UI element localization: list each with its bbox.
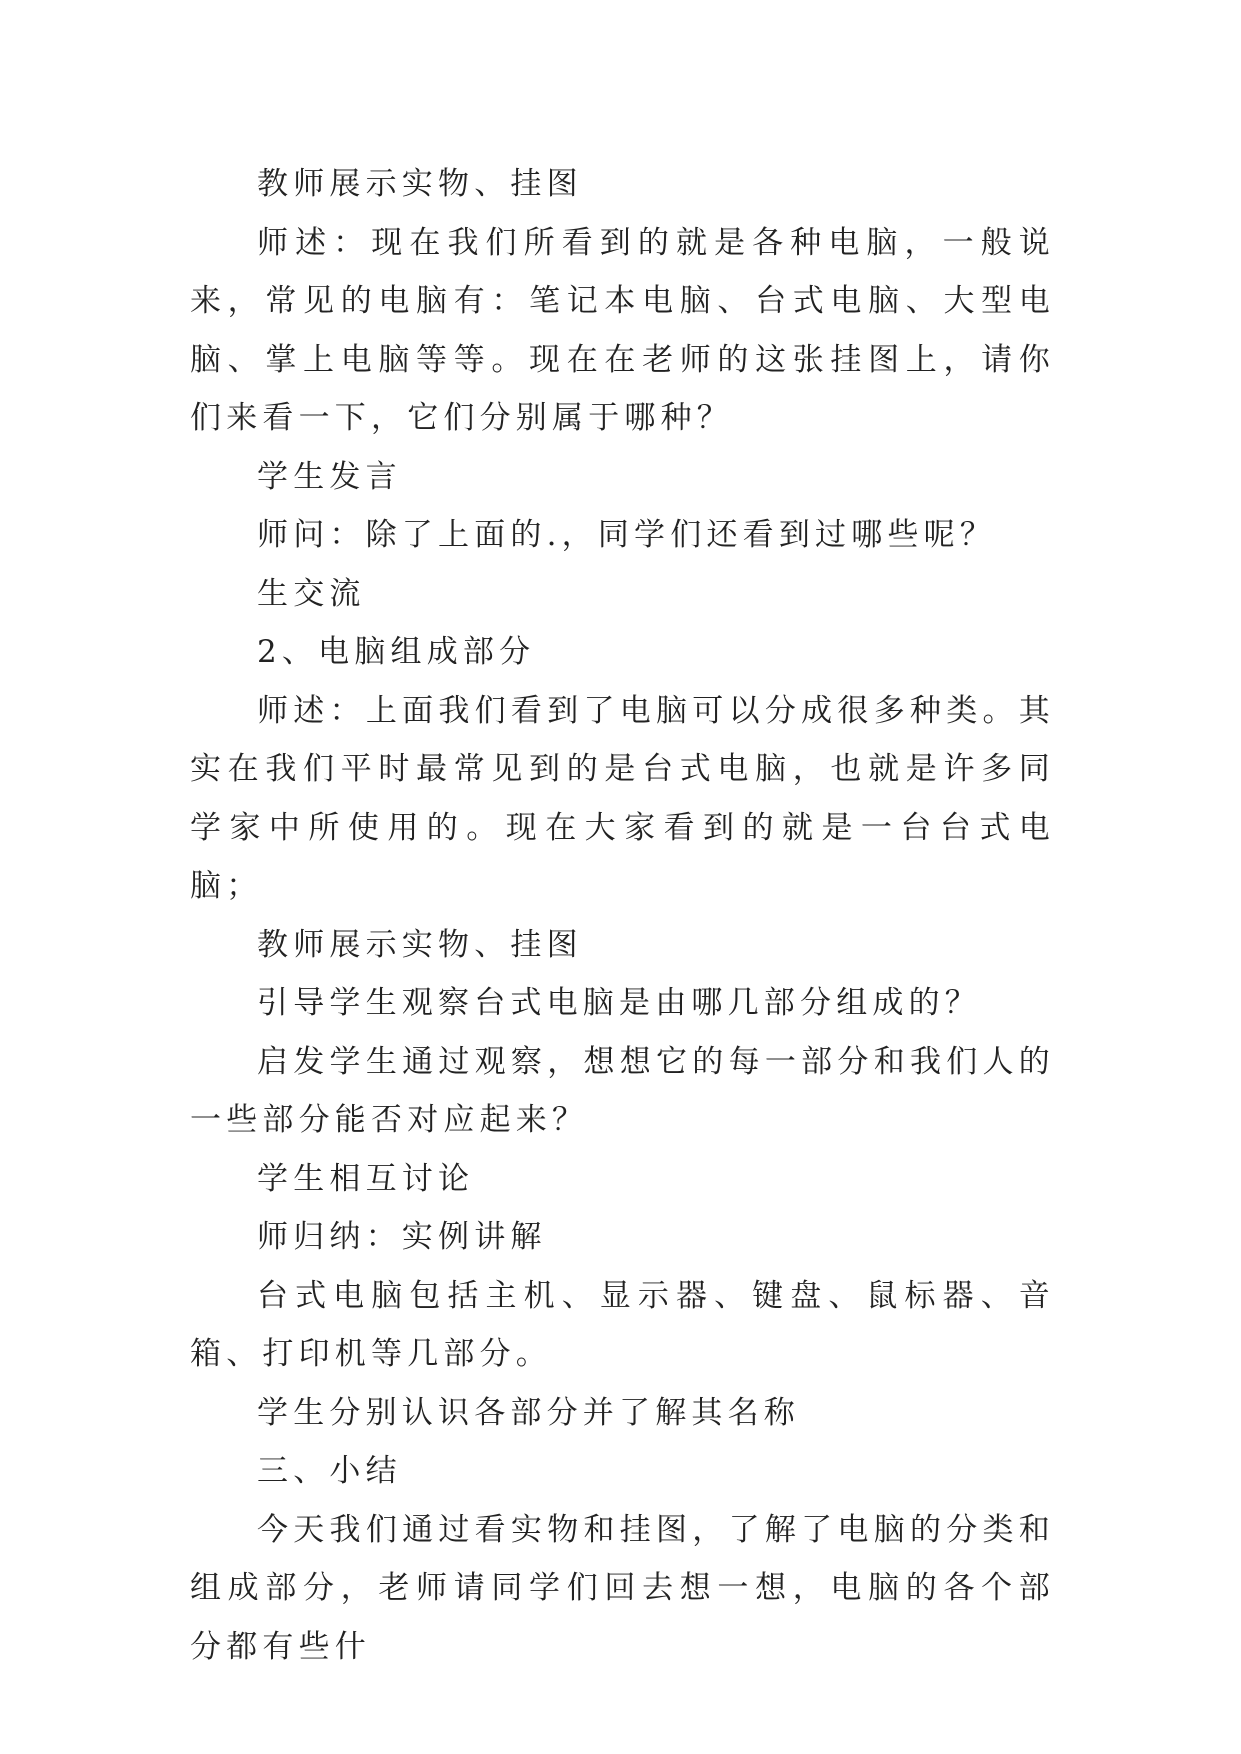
- paragraph-6: 2、电脑组成部分: [257, 634, 536, 670]
- paragraph-4: 师问：除了上面的.，同学们还看到过哪些呢？: [257, 517, 997, 553]
- paragraph-7: 师述：上面我们看到了电脑可以分成很多种类。其实在我们平时最常见到的是台式电脑，也就是许多同学家中所使用的。现在大家看到的就是一台台式电脑；: [190, 692, 1055, 904]
- document-body: [190, 155, 1055, 1676]
- paragraph-11: 学生相互讨论: [257, 1160, 475, 1197]
- paragraph-15: 三、小结: [257, 1453, 402, 1489]
- paragraph-14: 学生分别认识各部分并了解其名称: [257, 1394, 800, 1431]
- paragraph-16: 今天我们通过看实物和挂图，了解了电脑的分类和组成部分，老师请同学们回去想一想，电脑的各个部分都有些什: [190, 1511, 1055, 1665]
- paragraph-9: 引导学生观察台式电脑是由哪几部分组成的？: [257, 985, 981, 1021]
- paragraph-2: 师述：现在我们所看到的就是各种电脑，一般说来，常见的电脑有：笔记本电脑、台式电脑、大型电脑、掌上电脑等等。现在在老师的这张挂图上，请你们来看一下，它们分别属于哪种？: [190, 224, 1055, 436]
- paragraph-5: 生交流: [257, 575, 366, 612]
- paragraph-3: 学生发言: [257, 458, 402, 495]
- paragraph-1: 教师展示实物、挂图: [257, 166, 583, 202]
- paragraph-12: 师归纳：实例讲解: [257, 1219, 547, 1255]
- paragraph-8: 教师展示实物、挂图: [257, 926, 583, 963]
- paragraph-10: 启发学生通过观察，想想它的每一部分和我们人的一些部分能否对应起来？: [190, 1043, 1055, 1138]
- paragraph-13: 台式电脑包括主机、显示器、键盘、鼠标器、音箱、打印机等几部分。: [190, 1277, 1055, 1372]
